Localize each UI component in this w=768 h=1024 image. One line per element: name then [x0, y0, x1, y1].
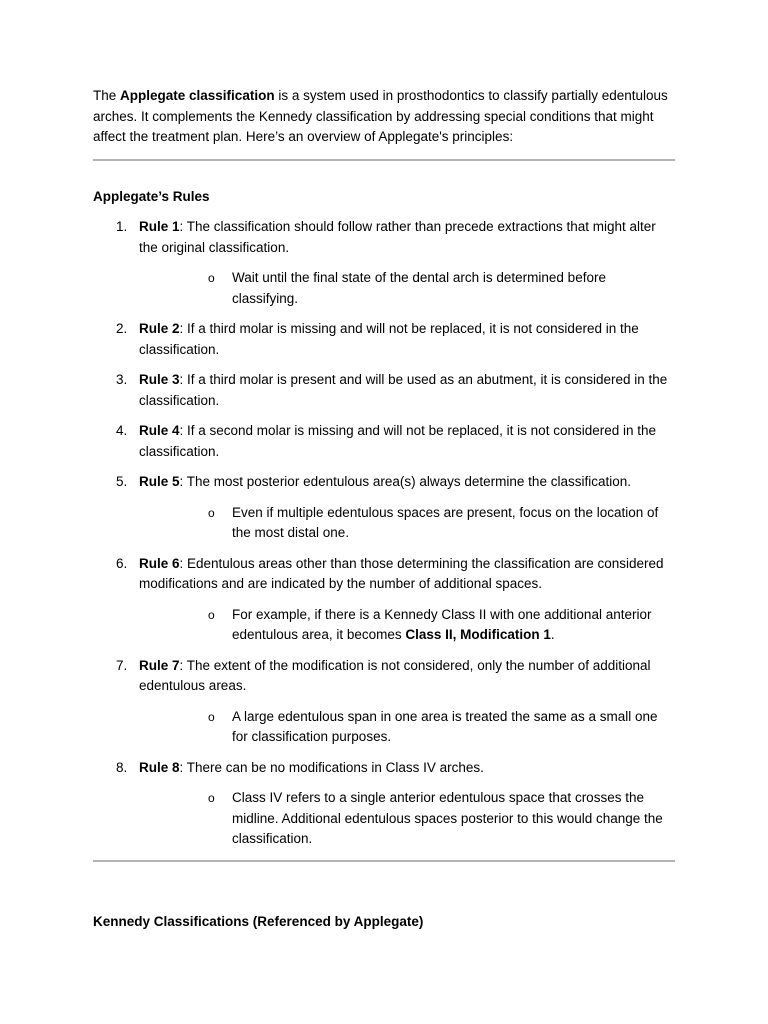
- document-body: [93, 86, 675, 932]
- sub-text-end: .: [550, 627, 555, 642]
- rule-item: [93, 758, 675, 850]
- sub-bullet: o: [208, 505, 215, 520]
- rule-label: Rule 8: [139, 759, 180, 775]
- rule-text: : If a third molar is missing and will not be replaced, it is not considered in the classification.: [139, 321, 639, 357]
- rule-text: : The classification should follow rather than precede extractions that might alter the original classification.: [139, 219, 656, 255]
- rule-sub-item: [139, 268, 675, 309]
- rule-text: : If a second molar is missing and will not be replaced, it is not considered in the classification.: [139, 423, 657, 459]
- rule-item: [93, 656, 675, 748]
- sub-bullet: o: [208, 271, 215, 285]
- rule-item: [93, 370, 675, 411]
- sub-bullet: o: [208, 709, 215, 724]
- sub-text: Wait until the final state of the dental arch is determined before classifying.: [232, 270, 606, 306]
- divider-top: [93, 159, 675, 161]
- sub-emphasis: Class II, Modification 1: [405, 627, 551, 642]
- sub-text: For example, if there is a Kennedy Class II with one additional anterior edentulous area, it becomes: [232, 606, 652, 642]
- rule-number: 4.: [116, 423, 128, 438]
- rule-item: [93, 421, 675, 462]
- sub-text: A large edentulous span in one area is treated the same as a small one for classification purposes.: [232, 708, 658, 744]
- rule-item: [93, 217, 675, 309]
- rule-number: 2.: [116, 321, 128, 336]
- rule-label: Rule 2: [139, 321, 180, 336]
- intro-paragraph: [93, 86, 675, 148]
- sub-bullet: o: [208, 791, 215, 805]
- rule-sub-item: [139, 605, 675, 646]
- rules-heading: Applegate’s Rules: [93, 188, 210, 204]
- rule-sub-list: [139, 268, 675, 309]
- rule-label: Rule 4: [139, 423, 180, 438]
- rule-text: : The most posterior edentulous area(s) always determine the classification.: [179, 474, 631, 489]
- rule-number: 3.: [116, 372, 128, 387]
- sub-text: Even if multiple edentulous spaces are present, focus on the location of the most distal one.: [232, 504, 659, 540]
- rule-text: : The extent of the modification is not considered, only the number of additional edentulous areas.: [139, 657, 651, 693]
- rule-text: : There can be no modifications in Class IV arches.: [179, 759, 484, 775]
- intro-text: is a system used in prosthodontics to classify partially edentulous arches. It complements the Kennedy classification by addressing special conditions that might affect the treatment plan. Here’s an overview of Applegate's principles:: [93, 88, 668, 144]
- rule-text: : If a third molar is present and will be used as an abutment, it is considered in the classification.: [139, 372, 668, 408]
- rule-number: 8.: [116, 759, 128, 775]
- rule-number: 1.: [116, 219, 128, 234]
- rule-sub-list: [139, 788, 675, 850]
- sub-text: Class IV refers to a single anterior edentulous space that crosses the midline. Additional edentulous spaces posterior to this would change the classification.: [232, 790, 663, 846]
- rule-sub-item: [139, 707, 675, 748]
- intro-term: Applegate classification: [120, 88, 275, 103]
- rule-label: Rule 6: [139, 555, 180, 571]
- rule-number: 6.: [116, 555, 128, 571]
- rule-number: 7.: [116, 657, 128, 673]
- rule-label: Rule 1: [139, 219, 180, 234]
- rule-sub-item: [139, 788, 675, 850]
- rule-label: Rule 7: [139, 657, 180, 673]
- rule-sub-item: [139, 503, 675, 544]
- rule-label: Rule 5: [139, 474, 180, 489]
- kennedy-heading: Kennedy Classifications (Referenced by Applegate): [93, 913, 424, 929]
- divider-bottom: [93, 860, 675, 862]
- rule-sub-list: [139, 605, 675, 646]
- rule-item: [93, 554, 675, 646]
- rules-list: [93, 217, 675, 850]
- intro-prefix: The: [93, 88, 121, 103]
- rule-number: 5.: [116, 474, 128, 489]
- rule-label: Rule 3: [139, 372, 180, 387]
- rule-item: [93, 472, 675, 544]
- rule-text: : Edentulous areas other than those determining the classification are considered modifications and are indicated by the number of additional spaces.: [139, 555, 664, 591]
- rule-item: [93, 319, 675, 360]
- rule-sub-list: [139, 707, 675, 748]
- sub-bullet: o: [208, 607, 215, 622]
- rule-sub-list: [139, 503, 675, 544]
